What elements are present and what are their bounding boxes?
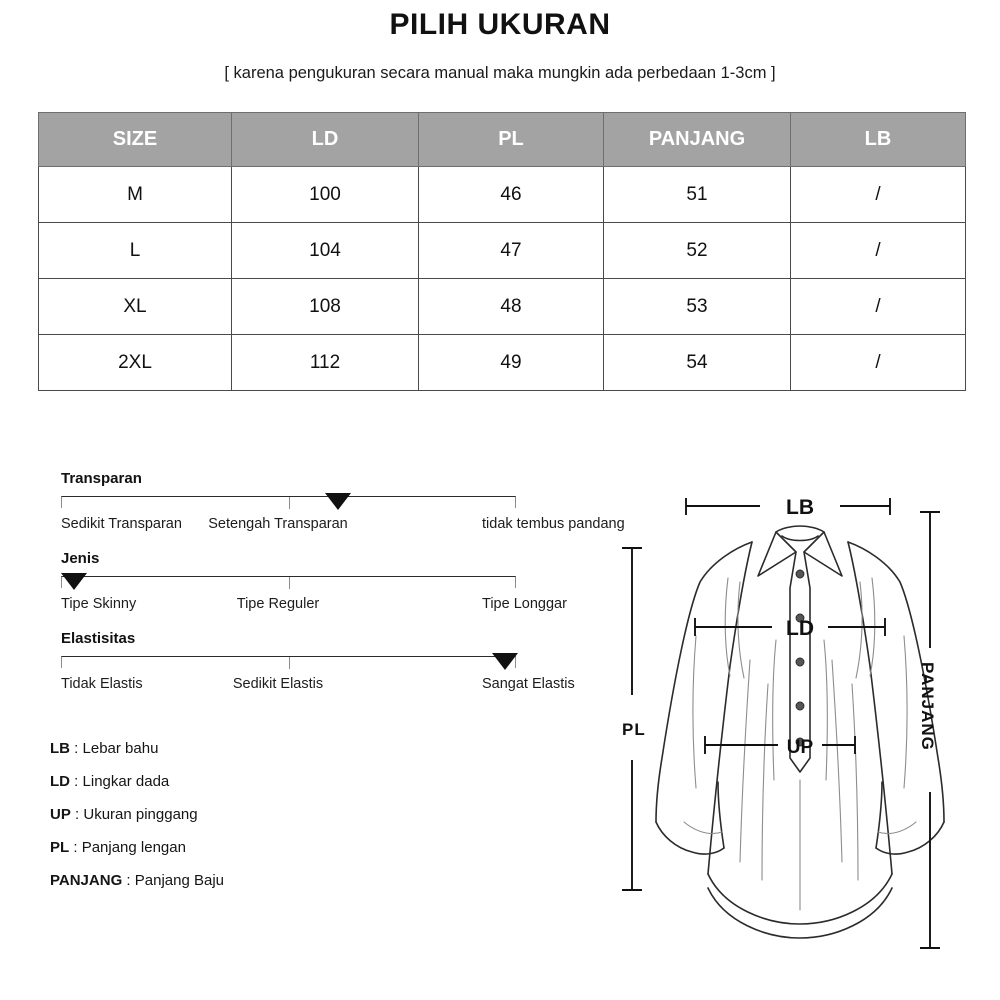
cell-size: 2XL xyxy=(39,335,232,391)
cell-size: XL xyxy=(39,279,232,335)
legend-separator: : xyxy=(70,773,83,790)
column-header-panjang: PANJANG xyxy=(604,113,791,167)
table-row xyxy=(39,335,966,391)
dimension-label-lb: LB xyxy=(786,496,814,519)
cell-pl: 47 xyxy=(419,223,604,279)
dimension-label-ld: LD xyxy=(786,617,814,640)
slider-marker-transparan[interactable] xyxy=(325,493,351,510)
table-header-row xyxy=(39,113,966,167)
cell-size: L xyxy=(39,223,232,279)
legend-abbr: LD xyxy=(50,773,70,790)
slider-scale-elastisitas xyxy=(50,676,610,698)
legend-abbr: UP xyxy=(50,806,71,823)
cell-pl: 48 xyxy=(419,279,604,335)
legend-separator: : xyxy=(70,806,84,823)
slider-marker-jenis[interactable] xyxy=(61,573,87,590)
attribute-sliders xyxy=(50,470,625,710)
slider-track-elastisitas[interactable] xyxy=(61,656,516,668)
slider-elastisitas xyxy=(50,630,610,710)
size-table-body xyxy=(39,167,966,391)
scale-label-mid: Sedikit Elastis xyxy=(232,676,324,692)
cell-panjang: 51 xyxy=(604,167,791,223)
slider-jenis xyxy=(50,550,610,630)
column-header-size: SIZE xyxy=(39,113,232,167)
scale-label-high: tidak tembus pandang xyxy=(482,516,625,532)
column-header-pl: PL xyxy=(419,113,604,167)
slider-tick-mid xyxy=(289,577,290,589)
cell-size: M xyxy=(39,167,232,223)
table-row xyxy=(39,167,966,223)
slider-track-jenis[interactable] xyxy=(61,576,516,588)
cell-lb: / xyxy=(791,335,966,391)
cell-lb: / xyxy=(791,167,966,223)
shirt-illustration xyxy=(600,470,1000,970)
legend-abbr: PL xyxy=(50,839,70,856)
legend-item-lb xyxy=(50,740,380,757)
legend-item-ld xyxy=(50,773,380,790)
page-title: PILIH UKURAN xyxy=(389,8,611,41)
table-row xyxy=(39,279,966,335)
cell-ld: 108 xyxy=(232,279,419,335)
scale-label-low: Tipe Skinny xyxy=(61,596,137,612)
scale-label-low: Sedikit Transparan xyxy=(61,516,182,532)
page-subtitle: [ karena pengukuran secara manual maka mungkin ada perbedaan 1-3cm ] xyxy=(224,64,776,82)
cell-lb: / xyxy=(791,223,966,279)
garment-diagram xyxy=(600,470,1000,970)
legend-meaning: Lebar bahu xyxy=(82,740,159,757)
scale-label-high: Tipe Longgar xyxy=(482,596,567,612)
cell-pl: 46 xyxy=(419,167,604,223)
slider-marker-elastisitas[interactable] xyxy=(492,653,518,670)
legend-separator: : xyxy=(122,872,135,889)
legend-meaning: Lingkar dada xyxy=(82,773,170,790)
legend-abbr: PANJANG xyxy=(50,872,123,889)
measurement-legend xyxy=(50,740,380,905)
legend-meaning: Panjang lengan xyxy=(81,839,186,856)
legend-item-pl xyxy=(50,839,380,856)
cell-ld: 100 xyxy=(232,167,419,223)
slider-scale-jenis xyxy=(50,596,610,618)
legend-item-panjang xyxy=(50,872,380,889)
legend-separator: : xyxy=(69,839,82,856)
column-header-lb: LB xyxy=(791,113,966,167)
legend-meaning: Panjang Baju xyxy=(134,872,224,889)
slider-label-transparan: Transparan xyxy=(61,470,142,487)
cell-panjang: 54 xyxy=(604,335,791,391)
slider-transparan xyxy=(50,470,625,550)
legend-meaning: Ukuran pinggang xyxy=(83,806,198,823)
dimension-label-pl: PL xyxy=(622,720,646,739)
dimension-label-panjang: PANJANG xyxy=(918,662,937,751)
cell-lb: / xyxy=(791,279,966,335)
legend-abbr: LB xyxy=(50,740,70,757)
cell-pl: 49 xyxy=(419,335,604,391)
scale-label-mid: Tipe Reguler xyxy=(236,596,320,612)
scale-label-mid: Setengah Transparan xyxy=(208,516,348,532)
scale-label-low: Tidak Elastis xyxy=(61,676,143,692)
slider-label-elastisitas: Elastisitas xyxy=(61,630,136,647)
slider-tick-mid xyxy=(289,497,290,509)
legend-item-up xyxy=(50,806,380,823)
cell-panjang: 52 xyxy=(604,223,791,279)
cell-ld: 112 xyxy=(232,335,419,391)
legend-separator: : xyxy=(70,740,83,757)
table-row xyxy=(39,223,966,279)
scale-label-high: Sangat Elastis xyxy=(482,676,575,692)
cell-panjang: 53 xyxy=(604,279,791,335)
size-table xyxy=(38,112,966,391)
slider-scale-transparan xyxy=(50,516,625,538)
slider-label-jenis: Jenis xyxy=(61,550,100,567)
size-table-head xyxy=(39,113,966,167)
cell-ld: 104 xyxy=(232,223,419,279)
dimension-label-up: UP xyxy=(786,737,814,758)
slider-track-transparan[interactable] xyxy=(61,496,516,508)
slider-tick-mid xyxy=(289,657,290,669)
column-header-ld: LD xyxy=(232,113,419,167)
